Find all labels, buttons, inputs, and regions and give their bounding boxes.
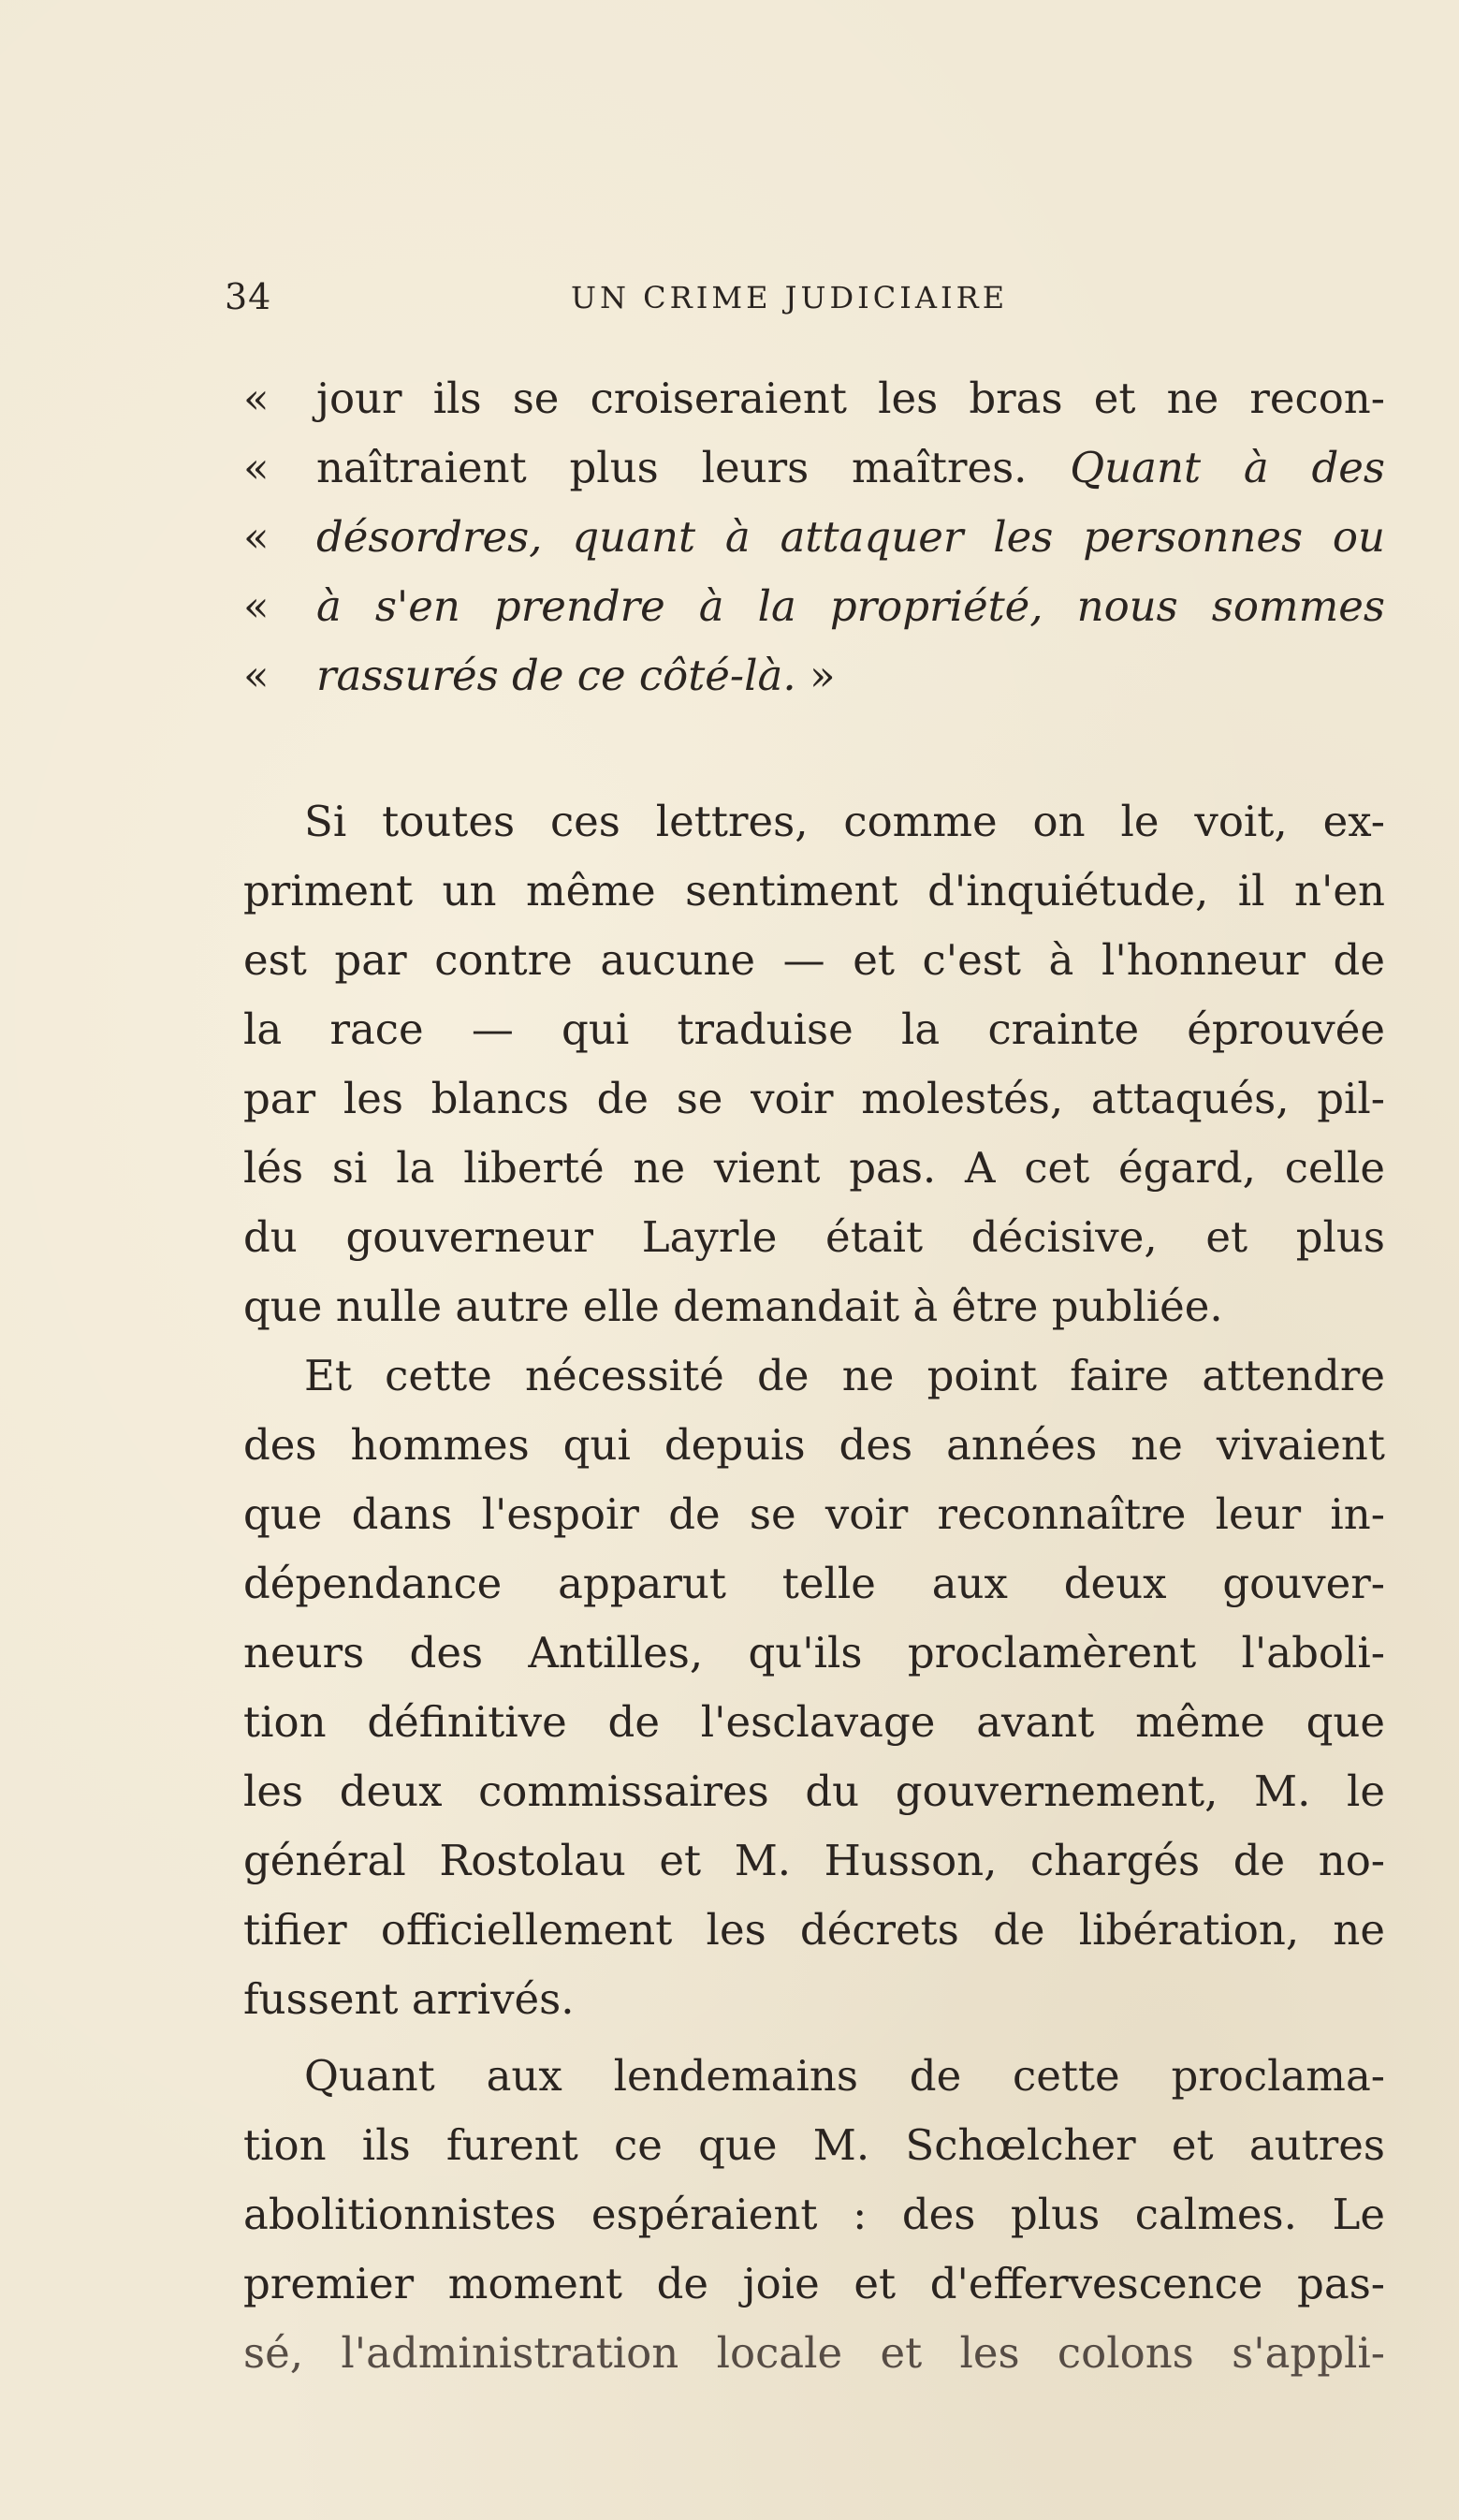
guillemet: «	[243, 374, 270, 423]
quote-text: naîtraient plus leurs maîtres.	[316, 443, 1071, 492]
paragraph-line: la race — qui traduise la crainte éprouvée	[243, 1004, 1385, 1054]
paragraph-line: Et cette nécessité de ne point faire attendre	[304, 1351, 1385, 1400]
paragraph-line: lés si la liberté ne vient pas. A cet égard, celle	[243, 1143, 1385, 1193]
paragraph-line: neurs des Antilles, qu'ils proclamèrent l'aboli-	[243, 1628, 1385, 1678]
paragraph-line: que nulle autre elle demandait à être publiée.	[243, 1282, 1223, 1331]
guillemet: «	[243, 651, 270, 700]
paragraph-line: tifier officiellement les décrets de libération, ne	[243, 1905, 1385, 1955]
quote-text: »	[795, 651, 836, 700]
paragraph-line: par les blancs de se voir molestés, attaqués, pil-	[243, 1074, 1385, 1123]
paragraph-line: des hommes qui depuis des années ne vivaient	[243, 1420, 1385, 1470]
quote-text: jour ils se croiseraient les bras et ne recon-	[316, 374, 1385, 423]
paragraph-line: que dans l'espoir de se voir reconnaître leur in-	[243, 1489, 1385, 1539]
paragraph-line: du gouverneur Layrle était décisive, et plus	[243, 1212, 1385, 1262]
paragraph-line: les deux commissaires du gouvernement, M. le	[243, 1766, 1385, 1816]
quote-line	[243, 509, 1385, 565]
page-header	[225, 276, 1385, 332]
quote-text-italic: à s'en prendre à la propriété, nous sommes	[316, 581, 1385, 631]
paragraph-line: Si toutes ces lettres, comme on le voit, ex-	[304, 797, 1385, 846]
quote-line	[243, 371, 1385, 427]
paragraph-line: fussent arrivés.	[243, 1974, 575, 2024]
page-number: 34	[225, 276, 272, 317]
paragraph-line: tion ils furent ce que M. Schœlcher et autres	[243, 2120, 1385, 2170]
quote-text-italic: Quant à des	[1070, 443, 1385, 492]
paragraph-line: abolitionnistes espéraient : des plus calmes. Le	[243, 2190, 1385, 2239]
paragraph-line: Quant aux lendemains de cette proclama-	[304, 2051, 1385, 2101]
paragraph-line: dépendance apparut telle aux deux gouver-	[243, 1559, 1385, 1608]
guillemet: «	[243, 512, 270, 562]
paragraph-line: sé, l'administration locale et les colons s'appli-	[243, 2328, 1385, 2378]
quote-text-italic: désordres, quant à attaquer les personnes ou	[316, 512, 1385, 562]
paragraph-line: premier moment de joie et d'effervescence pas-	[243, 2259, 1385, 2308]
paragraph-line: priment un même sentiment d'inquiétude, il n'en	[243, 866, 1385, 916]
quote-line	[243, 579, 1385, 635]
quote-line	[243, 648, 1385, 704]
paragraph-line: tion définitive de l'esclavage avant même que	[243, 1697, 1385, 1747]
quote-line	[243, 440, 1385, 496]
running-title: UN CRIME JUDICIAIRE	[571, 280, 1009, 315]
guillemet: «	[243, 443, 270, 492]
paragraph-line: général Rostolau et M. Husson, chargés de no-	[243, 1836, 1385, 1885]
guillemet: «	[243, 581, 270, 631]
paragraph-line: est par contre aucune — et c'est à l'honneur de	[243, 935, 1385, 985]
quote-text-italic: rassurés de ce côté-là.	[316, 651, 796, 700]
